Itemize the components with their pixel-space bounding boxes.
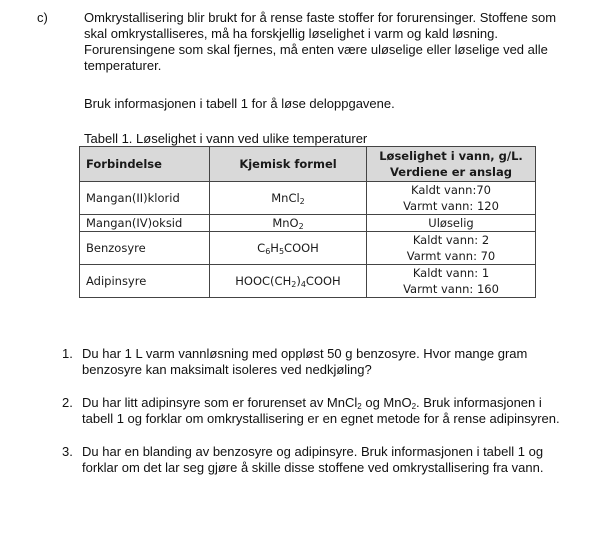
solubility-cell: Kaldt vann:70 Varmt vann: 120 — [367, 182, 536, 215]
intro-paragraph: Omkrystallisering blir brukt for å rense faste stoffer for forurensinger. Stoffene som skal omkrystalliseres, må ha forskjellig løselighet i varm og kald løsning. Forurensingene som skal fjernes, må enten være uløselige eller løselige ved alle temperaturer. — [84, 10, 557, 73]
instruction-text: Bruk informasjonen i tabell 1 for å løse deloppgavene. — [84, 96, 395, 111]
header-compound: Forbindelse — [80, 147, 210, 182]
chemical-formula: $HOOC(CH_2)_4COOH$ — [210, 265, 367, 298]
part-label: c) — [37, 10, 48, 25]
header-solubility — [367, 147, 536, 182]
compound-name: Adipinsyre — [80, 265, 210, 298]
solubility-table — [79, 146, 536, 298]
table-row — [80, 232, 536, 265]
chemical-formula: MnO$_2$ — [210, 215, 367, 232]
question-item — [62, 395, 562, 427]
question-number: 1. — [62, 346, 73, 361]
question-text: Du har en blanding av benzosyre og adipinsyre. Bruk informasjonen i tabell 1 og forklar om det lar seg gjøre å skille disse stoffene ved omkrystallisering fra vann. — [82, 444, 544, 475]
compound-name: Mangan(II)klorid — [80, 182, 210, 215]
question-text: Du har litt adipinsyre som er forurenset av MnCl$_2$ og MnO$_2$. Bruk informasjonen i tabell 1 og forklar om omkrystallisering er en egnet metode for å rense adipinsyren. — [82, 395, 560, 426]
chemical-formula: $C_6H_5COOH$ — [210, 232, 367, 265]
question-number: 2. — [62, 395, 73, 410]
table-row — [80, 182, 536, 215]
table-header-row — [80, 147, 536, 182]
question-list — [62, 346, 562, 476]
solubility-cell: Kaldt vann: 1 Varmt vann: 160 — [367, 265, 536, 298]
table-row — [80, 215, 536, 232]
question-item — [62, 346, 562, 378]
table-caption: Tabell 1. Løselighet i vann ved ulike temperaturer — [84, 131, 368, 146]
compound-name: Mangan(IV)oksid — [80, 215, 210, 232]
header-formula: Kjemisk formel — [210, 147, 367, 182]
compound-name: Benzosyre — [80, 232, 210, 265]
question-number: 3. — [62, 444, 73, 459]
question-item — [62, 444, 562, 476]
chemical-formula: MnCl$_2$ — [210, 182, 367, 215]
solubility-cell: Kaldt vann: 2 Varmt vann: 70 — [367, 232, 536, 265]
header-solubility-line2: Verdiene er anslag — [390, 165, 512, 179]
table-row — [80, 265, 536, 298]
question-text: Du har 1 L varm vannløsning med oppløst 50 g benzosyre. Hvor mange gram benzosyre kan maksimalt isoleres ved nedkjøling? — [82, 346, 528, 377]
header-solubility-line1: Løselighet i vann, g/L. — [379, 149, 523, 163]
solubility-cell: Uløselig — [367, 215, 536, 232]
